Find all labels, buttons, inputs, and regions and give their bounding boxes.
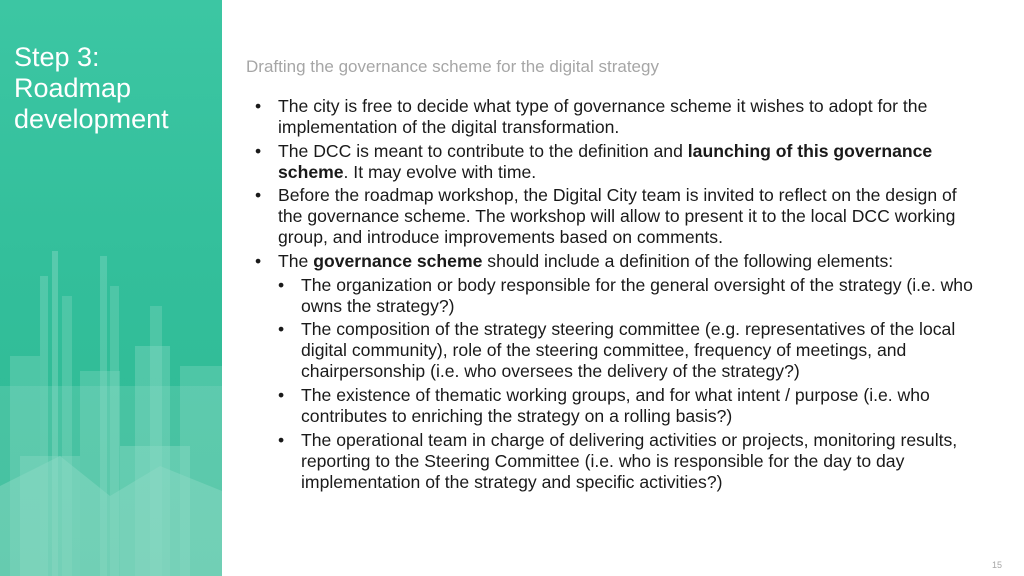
bullet-icon: • bbox=[278, 429, 285, 450]
sub-bullet-item bbox=[278, 430, 975, 493]
sub-bullet-text: The composition of the strategy steering committee (e.g. representatives of the local digital community), role of the steering committee, frequency of meetings, and chairpersonship (i.e. who oversees the delivery of the strategy?) bbox=[301, 319, 956, 382]
bullet-list bbox=[255, 96, 975, 493]
bullet-icon: • bbox=[278, 319, 285, 340]
bullet-text: The bbox=[278, 250, 314, 271]
bullet-text: Before the roadmap workshop, the Digital City team is invited to reflect on the design of the governance scheme. The workshop will allow to present it to the local DCC working group, and introduce improvements based on comments. bbox=[278, 185, 957, 248]
bullet-content bbox=[255, 96, 975, 495]
sub-bullet-text: The operational team in charge of delivering activities or projects, monitoring results, reporting to the Steering Committee (i.e. who is responsible for the day to day implementation of the strategy and specific activities?) bbox=[301, 429, 958, 492]
bullet-icon: • bbox=[255, 96, 262, 116]
sub-bullet-text: The organization or body responsible for the general oversight of the strategy (i.e. who owns the strategy?) bbox=[301, 274, 973, 316]
bullet-text: The city is free to decide what type of governance scheme it wishes to adopt for the implementation of the digital transformation. bbox=[278, 96, 928, 137]
section-title-line2: Roadmap bbox=[14, 73, 132, 103]
bullet-icon: • bbox=[255, 140, 262, 161]
bullet-icon: • bbox=[278, 274, 285, 295]
bullet-item bbox=[255, 141, 975, 183]
bullet-item bbox=[255, 251, 975, 493]
sub-bullet-item bbox=[278, 319, 975, 382]
bullet-text: . It may evolve with time. bbox=[343, 161, 537, 182]
section-title bbox=[14, 42, 214, 135]
bullet-text: should include a definition of the following elements: bbox=[482, 250, 894, 271]
bullet-icon: • bbox=[278, 384, 285, 405]
page-number: 15 bbox=[991, 560, 1002, 570]
sub-bullet-item bbox=[278, 385, 975, 427]
bullet-icon: • bbox=[255, 185, 262, 206]
sub-bullet-item bbox=[278, 275, 975, 317]
bullet-item bbox=[255, 96, 975, 138]
section-title-line3: development bbox=[14, 104, 169, 134]
slide-subtitle: Drafting the governance scheme for the digital strategy bbox=[246, 57, 659, 76]
bullet-text-bold: governance scheme bbox=[313, 250, 483, 271]
sidebar-panel bbox=[0, 0, 222, 576]
bullet-item bbox=[255, 185, 975, 248]
sub-bullet-text: The existence of thematic working groups, and for what intent / purpose (i.e. who contributes to enriching the strategy on a rolling basis?) bbox=[301, 384, 930, 426]
bullet-text-bold: launching of this governance scheme bbox=[278, 140, 933, 182]
bullet-icon: • bbox=[255, 250, 262, 271]
section-title-line1: Step 3: bbox=[14, 42, 100, 72]
bullet-text: The DCC is meant to contribute to the definition and bbox=[278, 140, 688, 161]
sub-bullet-list bbox=[278, 275, 975, 493]
city-skyline-image bbox=[0, 156, 222, 576]
